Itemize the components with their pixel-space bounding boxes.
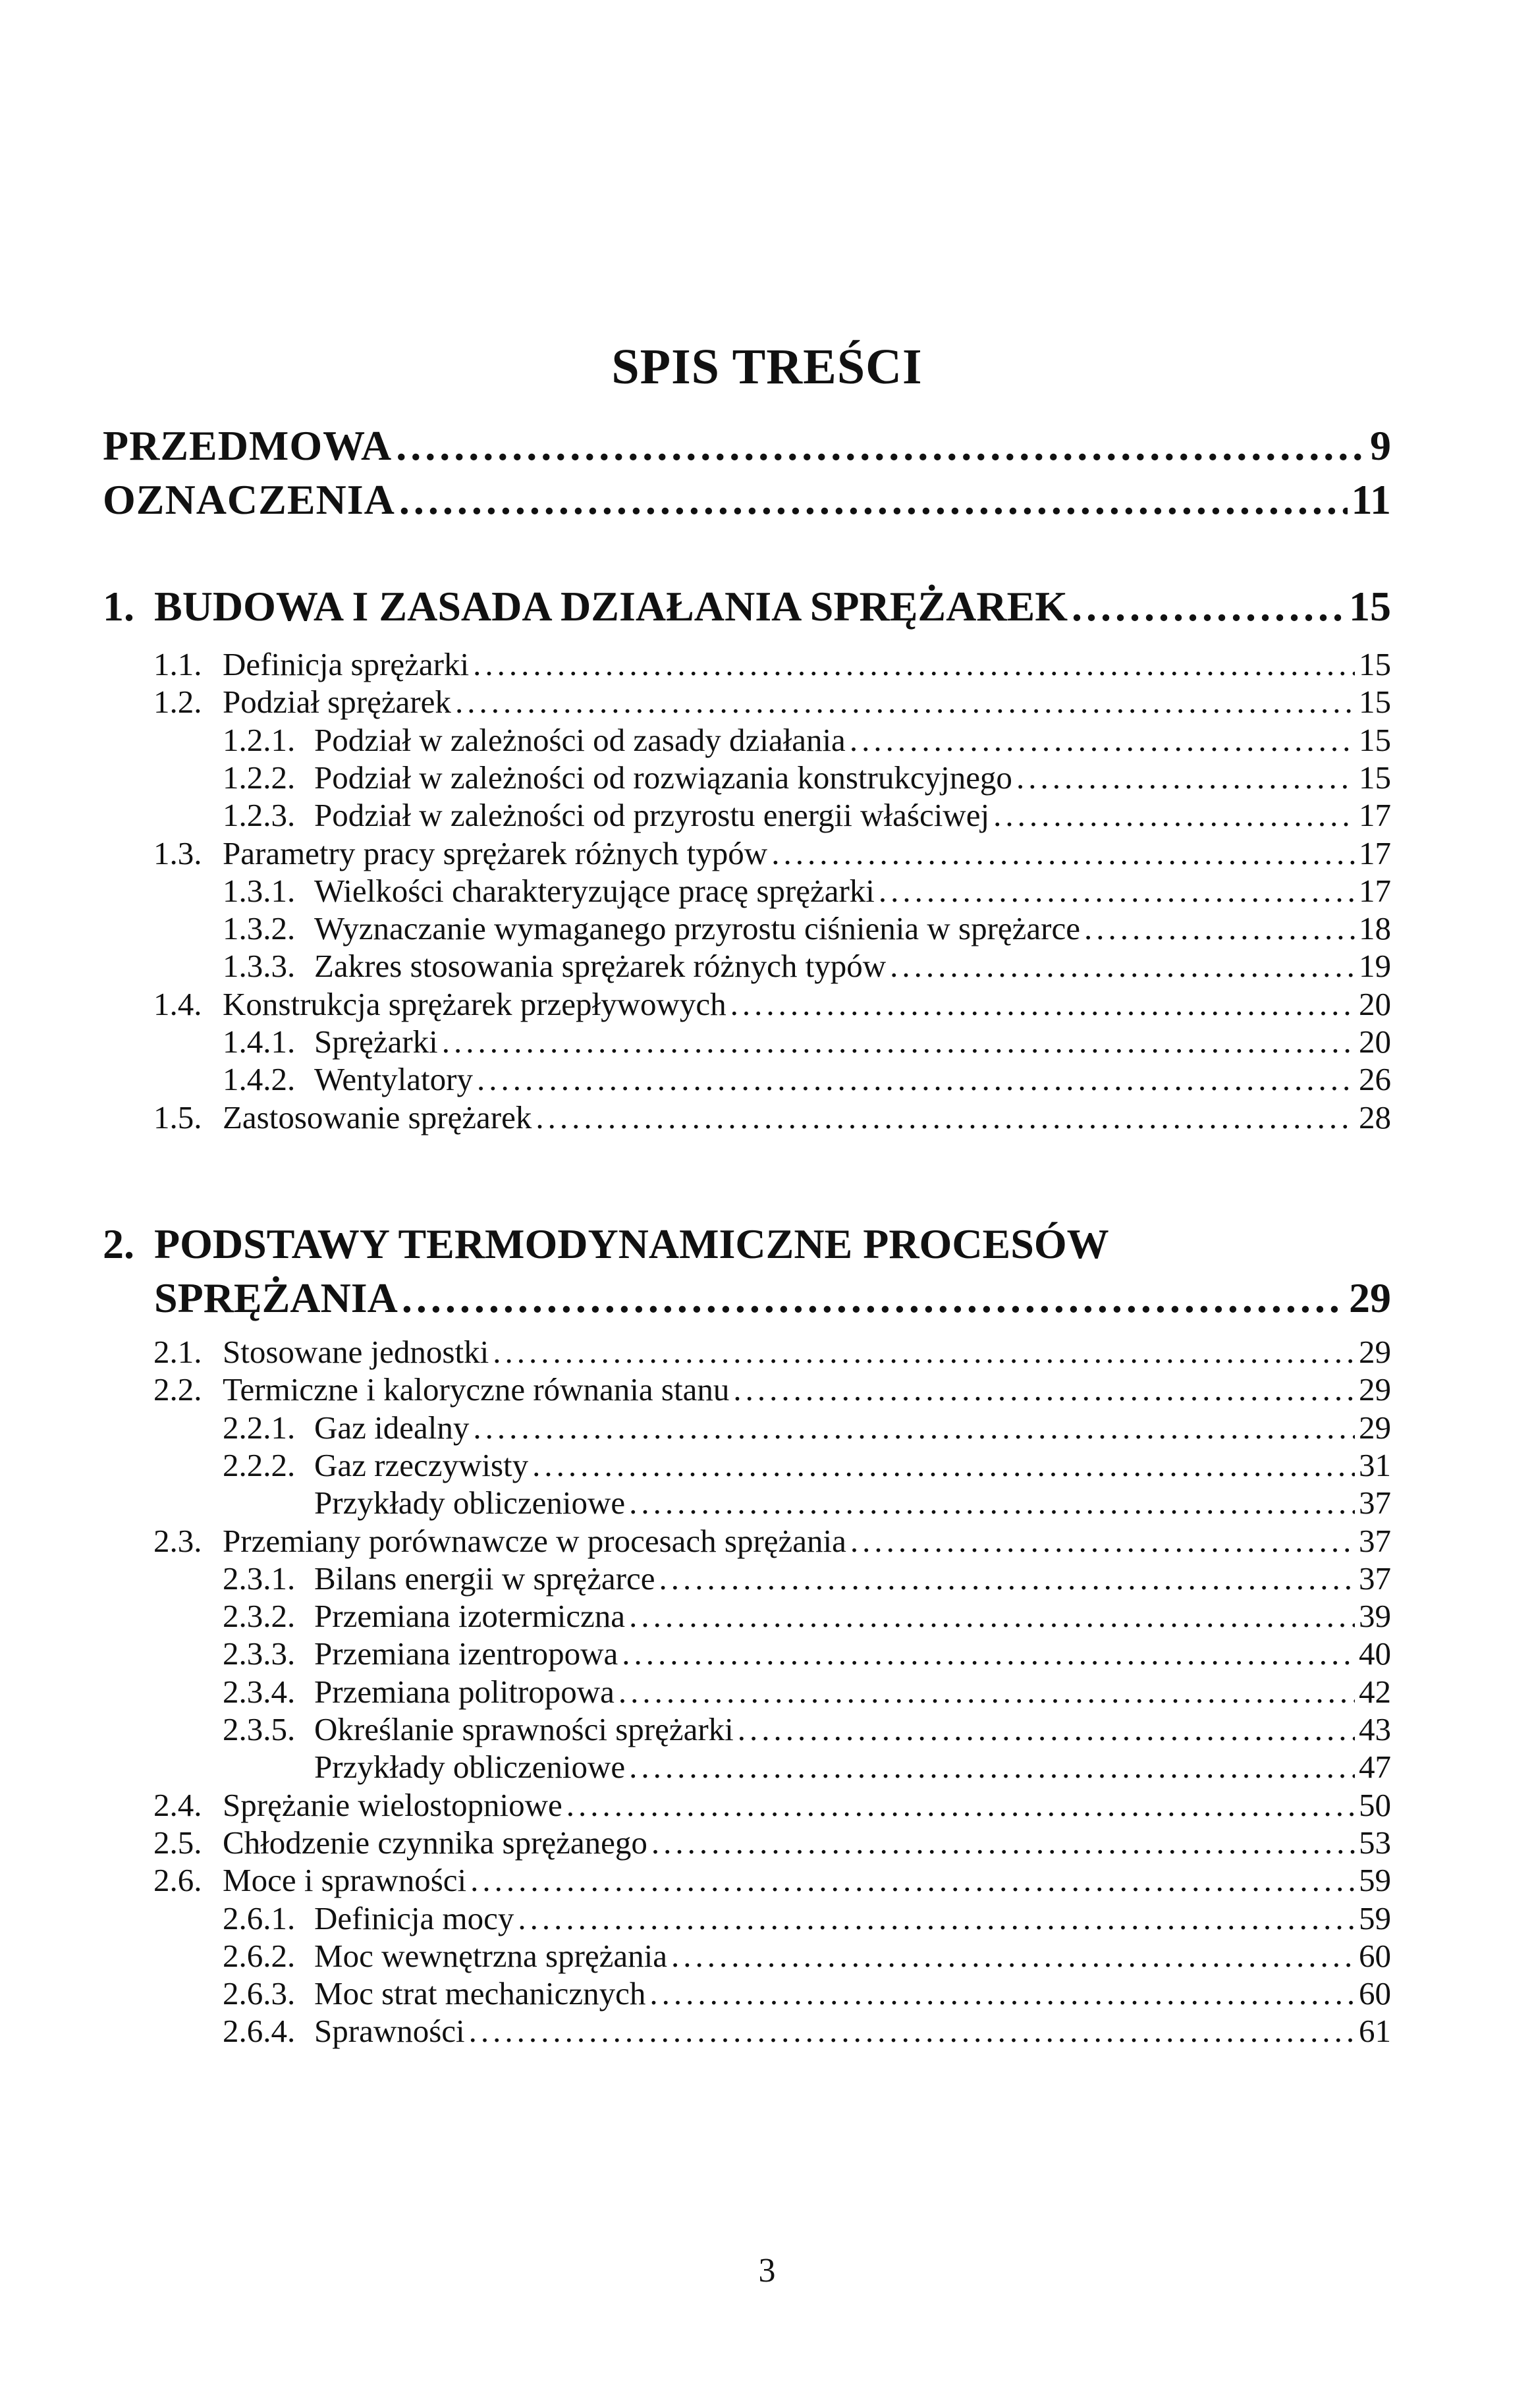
toc-entry-przedmowa[interactable] <box>0 422 1534 473</box>
toc-page-number: 28 <box>1359 1099 1391 1136</box>
dot-leader <box>1072 582 1345 631</box>
toc-chapter-2-line2[interactable] <box>0 1274 1534 1323</box>
toc-entry[interactable] <box>0 1597 1534 1635</box>
dot-leader <box>850 721 1355 759</box>
toc-entry[interactable] <box>0 872 1534 910</box>
section-number: 2.3.4. <box>223 1673 296 1710</box>
toc-chapter-1[interactable] <box>0 582 1534 631</box>
section-title: Zastosowanie sprężarek <box>223 1099 532 1136</box>
toc-page-number: 15 <box>1359 759 1391 796</box>
section-title: Moc strat mechanicznych <box>314 1975 646 2012</box>
section-number: 2.6. <box>153 1862 202 1899</box>
toc-entry[interactable] <box>0 985 1534 1023</box>
dot-leader <box>649 1975 1355 2012</box>
section-number: 2.6.3. <box>223 1975 296 2012</box>
chapter-title: PODSTAWY TERMODYNAMICZNE PROCESÓW <box>154 1220 1109 1267</box>
toc-entry[interactable] <box>0 721 1534 759</box>
toc-entry[interactable] <box>0 1824 1534 1861</box>
dot-leader <box>659 1560 1355 1597</box>
dot-leader <box>993 796 1355 834</box>
page-number: 3 <box>758 2252 776 2289</box>
section-title: Sprężanie wielostopniowe <box>223 1786 562 1823</box>
section-number: 1.3.2. <box>223 910 296 947</box>
toc-page-number: 29 <box>1349 1274 1391 1321</box>
section-number: 2.6.2. <box>223 1937 296 1974</box>
section-title: Podział w zależności od przyrostu energii właściwej <box>314 797 990 834</box>
dot-leader <box>629 1597 1355 1635</box>
toc-entry[interactable] <box>0 1786 1534 1824</box>
section-title: Przykłady obliczeniowe <box>314 1485 626 1521</box>
toc-page-number: 31 <box>1359 1446 1391 1483</box>
chapter-title: BUDOWA I ZASADA DZIAŁANIA SPRĘŻAREK <box>154 583 1068 630</box>
toc-page-number: 29 <box>1359 1371 1391 1408</box>
section-title: Określanie sprawności sprężarki <box>314 1711 734 1747</box>
section-number: 2.5. <box>153 1824 202 1861</box>
dot-leader <box>455 683 1355 721</box>
toc-page-number: 17 <box>1359 872 1391 909</box>
toc-entry[interactable] <box>0 1060 1534 1098</box>
toc-page-number: 20 <box>1359 985 1391 1022</box>
dot-leader <box>470 1861 1355 1899</box>
toc-label: OZNACZENIA <box>103 476 395 523</box>
section-number: 2.2.1. <box>223 1409 296 1446</box>
section-number: 2.6.4. <box>223 2013 296 2050</box>
toc-entry[interactable] <box>0 1635 1534 1672</box>
section-title: Zakres stosowania sprężarek różnych typów <box>314 948 887 985</box>
toc-page-number: 61 <box>1359 2013 1391 2050</box>
toc-page-number: 60 <box>1359 1975 1391 2012</box>
page-title: SPIS TREŚCI <box>611 339 923 395</box>
section-title: Wielkości charakteryzujące pracę sprężarki <box>314 872 875 909</box>
dot-leader <box>473 645 1355 683</box>
dot-leader <box>493 1333 1355 1371</box>
dot-leader <box>671 1937 1355 1975</box>
section-number: 2.6.1. <box>223 1900 296 1936</box>
dot-leader <box>850 1522 1355 1560</box>
toc-entry[interactable] <box>0 759 1534 796</box>
section-title: Przemiana politropowa <box>314 1673 615 1710</box>
section-number: 1.4.1. <box>223 1024 296 1060</box>
toc-page-number: 53 <box>1359 1824 1391 1861</box>
toc-page-number: 43 <box>1359 1711 1391 1747</box>
toc-page-number: 37 <box>1359 1485 1391 1521</box>
section-title: Stosowane jednostki <box>223 1334 489 1370</box>
toc-entry[interactable] <box>0 796 1534 834</box>
dot-leader <box>629 1484 1355 1521</box>
toc-page-number: 59 <box>1359 1862 1391 1899</box>
dot-leader <box>1016 759 1355 796</box>
dot-leader <box>1084 910 1355 947</box>
section-title: Termiczne i kaloryczne równania stanu <box>223 1371 730 1408</box>
section-number: 1.3.3. <box>223 948 296 985</box>
toc-entry[interactable] <box>0 1522 1534 1560</box>
toc-page-number: 40 <box>1359 1635 1391 1672</box>
toc-entry[interactable] <box>0 1937 1534 1975</box>
section-title: Wentylatory <box>314 1061 473 1098</box>
toc-page-number: 29 <box>1359 1409 1391 1446</box>
toc-page-number: 17 <box>1359 797 1391 834</box>
toc-entry[interactable] <box>0 2012 1534 2050</box>
section-title: Konstrukcja sprężarek przepływowych <box>223 985 726 1022</box>
section-number: 2.3. <box>153 1522 202 1559</box>
dot-leader <box>738 1710 1355 1748</box>
dot-leader <box>771 835 1355 872</box>
toc-page-number: 9 <box>1370 422 1391 469</box>
section-title: Chłodzenie czynnika sprężanego <box>223 1824 647 1861</box>
toc-entry[interactable] <box>0 1748 1534 1786</box>
toc-entry[interactable] <box>0 835 1534 872</box>
dot-leader <box>535 1099 1355 1136</box>
section-number: 1.2. <box>153 684 202 721</box>
dot-leader <box>442 1023 1355 1060</box>
chapter-number: 1. <box>103 583 134 630</box>
section-title: Sprężarki <box>314 1024 438 1060</box>
dot-leader <box>532 1446 1355 1484</box>
section-title: Przemiana izotermiczna <box>314 1598 626 1635</box>
toc-entry[interactable] <box>0 1861 1534 1899</box>
chapter-number: 2. <box>103 1220 134 1267</box>
toc-entry[interactable] <box>0 947 1534 985</box>
toc-entry[interactable] <box>0 1099 1534 1136</box>
dot-leader <box>473 1409 1355 1446</box>
toc-page-number: 42 <box>1359 1673 1391 1710</box>
toc-page-number: 15 <box>1359 646 1391 682</box>
section-title: Podział w zależności od rozwiązania konstrukcyjnego <box>314 759 1012 796</box>
dot-leader <box>566 1786 1355 1824</box>
toc-entry[interactable] <box>0 683 1534 721</box>
toc-page-number: 17 <box>1359 835 1391 871</box>
toc-entry[interactable] <box>0 1333 1534 1371</box>
dot-leader <box>618 1673 1355 1710</box>
section-title: Przemiany porównawcze w procesach sprężania <box>223 1522 846 1559</box>
toc-entry[interactable] <box>0 1484 1534 1521</box>
toc-entry[interactable] <box>0 1371 1534 1408</box>
section-title: Gaz rzeczywisty <box>314 1446 529 1483</box>
dot-leader <box>402 1274 1345 1323</box>
toc-page-number: 29 <box>1359 1334 1391 1370</box>
toc-page-number: 15 <box>1349 583 1391 630</box>
toc-page-number: 37 <box>1359 1522 1391 1559</box>
section-number: 2.3.2. <box>223 1598 296 1635</box>
section-number: 2.1. <box>153 1334 202 1370</box>
toc-page-number: 39 <box>1359 1598 1391 1635</box>
toc-entry[interactable] <box>0 1975 1534 2012</box>
toc-entry[interactable] <box>0 1560 1534 1597</box>
dot-leader <box>629 1748 1355 1786</box>
toc-page-number: 18 <box>1359 910 1391 947</box>
section-number: 1.2.3. <box>223 797 296 834</box>
toc-entry-oznaczenia[interactable] <box>0 476 1534 527</box>
toc-page-number: 50 <box>1359 1786 1391 1823</box>
toc-entry[interactable] <box>0 645 1534 683</box>
dot-leader <box>890 947 1355 985</box>
section-title: Bilans energii w sprężarce <box>314 1560 655 1597</box>
dot-leader <box>396 422 1366 470</box>
chapter-title-continued: SPRĘŻANIA <box>154 1274 398 1321</box>
section-title: Gaz idealny <box>314 1409 470 1446</box>
toc-page-number: 15 <box>1359 684 1391 721</box>
dot-leader <box>477 1060 1355 1098</box>
section-title: Przykłady obliczeniowe <box>314 1749 626 1786</box>
toc-page-number: 15 <box>1359 721 1391 758</box>
section-number: 1.5. <box>153 1099 202 1136</box>
section-number: 2.2. <box>153 1371 202 1408</box>
toc-page-number: 60 <box>1359 1937 1391 1974</box>
section-number: 1.3.1. <box>223 872 296 909</box>
dot-leader <box>399 476 1348 524</box>
toc-page-number: 26 <box>1359 1061 1391 1098</box>
section-title: Podział w zależności od zasady działania <box>314 721 846 758</box>
section-number: 2.3.1. <box>223 1560 296 1597</box>
section-title: Definicja mocy <box>314 1900 514 1936</box>
toc-page-number: 11 <box>1351 476 1391 523</box>
dot-leader <box>622 1635 1355 1672</box>
dot-leader <box>879 872 1355 910</box>
toc-entry[interactable] <box>0 1023 1534 1060</box>
section-title: Podział sprężarek <box>223 684 451 721</box>
toc-page-number: 59 <box>1359 1900 1391 1936</box>
toc-entry[interactable] <box>0 1409 1534 1446</box>
dot-leader <box>733 1371 1355 1408</box>
section-number: 2.2.2. <box>223 1446 296 1483</box>
section-title: Parametry pracy sprężarek różnych typów <box>223 835 768 871</box>
section-number: 1.2.1. <box>223 721 296 758</box>
toc-chapter-2-line1[interactable] <box>0 1220 1534 1269</box>
section-number: 2.3.5. <box>223 1711 296 1747</box>
section-number: 1.4.2. <box>223 1061 296 1098</box>
toc-entry[interactable] <box>0 1710 1534 1748</box>
toc-page-number: 20 <box>1359 1024 1391 1060</box>
section-number: 1.1. <box>153 646 202 682</box>
dot-leader <box>518 1900 1355 1937</box>
toc-entry[interactable] <box>0 1900 1534 1937</box>
section-number: 1.2.2. <box>223 759 296 796</box>
toc-entry[interactable] <box>0 910 1534 947</box>
section-title: Moc wewnętrzna sprężania <box>314 1937 668 1974</box>
dot-leader <box>730 985 1355 1023</box>
section-number: 1.4. <box>153 985 202 1022</box>
section-number: 1.3. <box>153 835 202 871</box>
section-title: Przemiana izentropowa <box>314 1635 618 1672</box>
dot-leader <box>651 1824 1355 1861</box>
section-title: Wyznaczanie wymaganego przyrostu ciśnienia w sprężarce <box>314 910 1080 947</box>
section-title: Definicja sprężarki <box>223 646 470 682</box>
section-title: Moce i sprawności <box>223 1862 467 1899</box>
section-number: 2.4. <box>153 1786 202 1823</box>
toc-page-number: 47 <box>1359 1749 1391 1786</box>
toc-label: PRZEDMOWA <box>103 422 393 469</box>
toc-entry[interactable] <box>0 1673 1534 1710</box>
toc-page-number: 37 <box>1359 1560 1391 1597</box>
dot-leader <box>469 2012 1355 2050</box>
toc-page-number: 19 <box>1359 948 1391 985</box>
toc-entry[interactable] <box>0 1446 1534 1484</box>
section-title: Sprawności <box>314 2013 465 2050</box>
section-number: 2.3.3. <box>223 1635 296 1672</box>
